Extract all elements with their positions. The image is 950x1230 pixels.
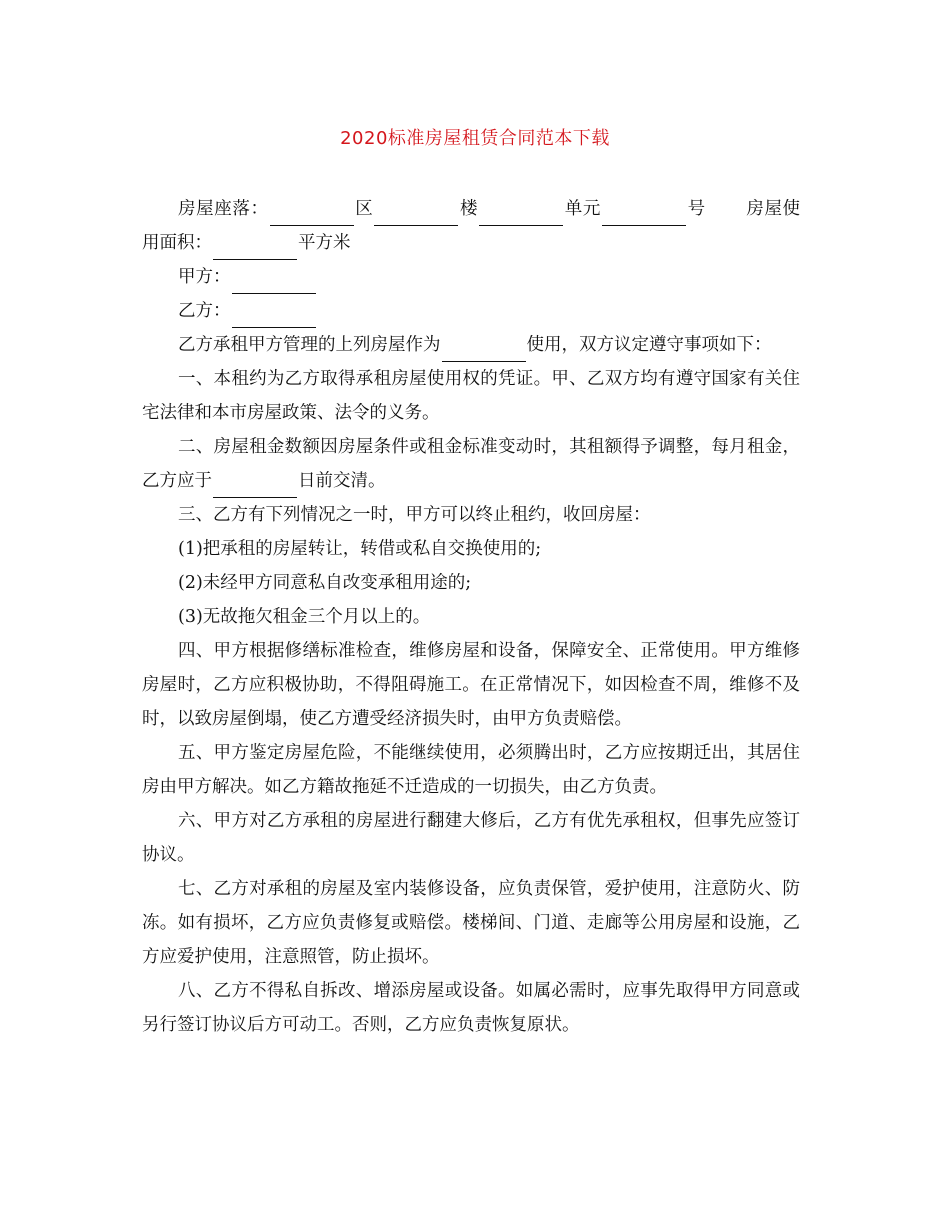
party-a-blank [232, 271, 316, 294]
location-label: 房屋座落： [178, 199, 269, 219]
location-paragraph [142, 192, 800, 260]
clause-5: 五、甲方鉴定房屋危险，不能继续使用，必须腾出时，乙方应按期迁出，其居住房由甲方解决。如乙方籍故拖延不迁造成的一切损失，由乙方负责。 [142, 743, 800, 797]
party-b-blank [232, 305, 316, 328]
building-label: 楼 [459, 199, 479, 219]
number-blank [602, 203, 686, 226]
clause-3-item-3: (3)无故拖欠租金三个月以上的。 [178, 607, 431, 627]
clause-3: 三、乙方有下列情况之一时，甲方可以终止租约，收回房屋： [178, 505, 651, 525]
usage-blank [442, 339, 526, 362]
intro-paragraph [142, 328, 800, 362]
clause-7: 七、乙方对承租的房屋及室内装修设备，应负责保管，爱护使用，注意防火、防冻。如有损坏，乙方应负责修复或赔偿。楼梯间、门道、走廊等公用房屋和设施，乙方应爱护使用，注意照管，防止损坏。 [142, 879, 800, 967]
clause-3-item-2: (2)未经甲方同意私自改变承租用途的; [178, 573, 472, 593]
intro-before: 乙方承租甲方管理的上列房屋作为 [178, 335, 441, 355]
district-label: 区 [354, 199, 374, 219]
number-label: 号 [686, 199, 706, 219]
area-label: 房屋使用面积： [142, 199, 801, 253]
intro-after: 使用，双方议定遵守事项如下： [526, 335, 772, 355]
clause-3-item-1: (1)把承租的房屋转让，转借或私自交换使用的; [178, 539, 542, 559]
payment-day-blank [213, 475, 297, 498]
area-unit: 平方米 [298, 233, 351, 253]
clause-2-after: 日前交清。 [298, 471, 386, 491]
district-blank [270, 203, 354, 226]
clause-2 [142, 430, 800, 498]
party-a-label: 甲方： [178, 267, 231, 287]
party-b-line [142, 294, 800, 328]
clause-2-before: 二、房屋租金数额因房屋条件或租金标准变动时，其租额得予调整，每月租金，乙方应于 [142, 437, 800, 491]
clause-1: 一、本租约为乙方取得承租房屋使用权的凭证。甲、乙双方均有遵守国家有关住宅法律和本市房屋政策、法令的义务。 [142, 369, 800, 423]
clause-8: 八、乙方不得私自拆改、增添房屋或设备。如属必需时，应事先取得甲方同意或另行签订协议后方可动工。否则，乙方应负责恢复原状。 [142, 981, 800, 1035]
unit-label: 单元 [564, 199, 601, 219]
unit-blank [479, 203, 563, 226]
party-a-line [142, 260, 800, 294]
clause-6: 六、甲方对乙方承租的房屋进行翻建大修后，乙方有优先承租权，但事先应签订协议。 [142, 811, 800, 865]
document-body [142, 192, 800, 1042]
area-blank [213, 237, 297, 260]
clause-4: 四、甲方根据修缮标准检查，维修房屋和设备，保障安全、正常使用。甲方维修房屋时，乙方应积极协助，不得阻碍施工。在正常情况下，如因检查不周，维修不及时，以致房屋倒塌，使乙方遭受经济损失时，由甲方负责赔偿。 [142, 641, 800, 729]
document-title: 2020标准房屋租赁合同范本下载 [340, 128, 610, 149]
party-b-label: 乙方： [178, 301, 231, 321]
building-blank [374, 203, 458, 226]
